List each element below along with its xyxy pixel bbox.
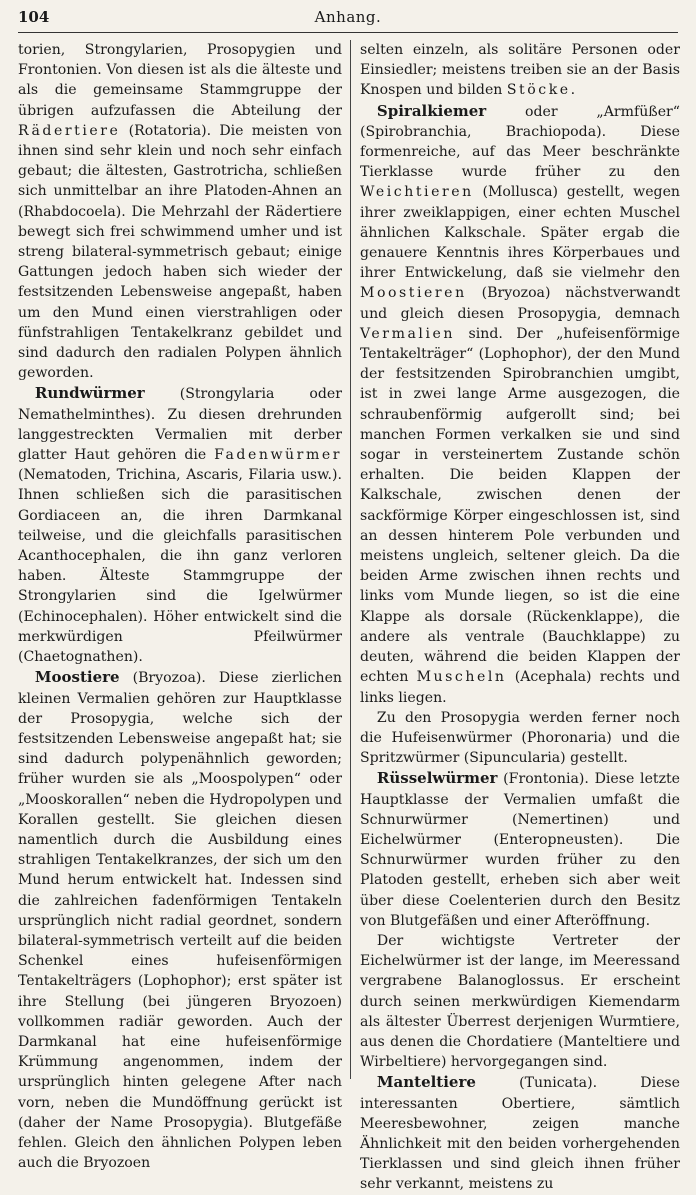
spaced-term: Stöcke	[506, 82, 571, 99]
section-term: Moostiere	[34, 668, 120, 687]
text-run: (Rotatoria). Die meisten von ihnen sind sehr klein und noch sehr einfach gebaut; die ältesten, Gastrotricha, schließen sich unmittelbar an ihre Platoden-Ahnen an (Rhabdocoela). Die Mehrzahl der Rädertiere bewegt sich frei schwimmend umher und ist streng bilateral-symmetrisch gebaut; einige Gattungen jedoch haben sich wieder der festsitzenden Lebensweise angepaßt, haben um den Mund einen vierstrahligen oder fünfstrahligen Tentakelkranz gebildet und sind dadurch den radialen Polypen ähnlich geworden.	[18, 122, 342, 382]
page-header	[18, 8, 678, 30]
spaced-term: Muscheln	[416, 669, 507, 686]
text-run: .	[570, 82, 576, 99]
paragraph-ruesselwuermer	[360, 768, 680, 931]
spaced-term: Vermalien	[360, 325, 456, 342]
text-run: (Acephala) rechts und links liegen.	[360, 669, 680, 706]
paragraph-spiralkiemer	[360, 101, 680, 708]
paragraph-moostiere	[18, 667, 342, 1173]
spaced-term: Rädertiere	[18, 122, 121, 139]
text-run: sind. Der „hufeisenförmige Tentakelträger“ (Lophophor), der den Mund der festsitzenden Spirobranchien umgibt, ist in zwei lange Arme ausgezogen, die schraubenförmig aufgerollt sind; bei manchen Formen verkalken sie und sind sogar in versteinertem Zustande schön erhalten. Die beiden Klappen der Kalkschale, zwischen denen der sackförmige Körper eingeschlossen ist, sind an dessen hinterem Pole verbunden und meistens ungleich, seltener gleich. Da die beiden Arme zwischen ihnen rechts und links vom Munde liegen, so ist die eine Klappe als dorsale (Rückenklappe), die andere als ventrale (Bauchklappe) zu deuten, während die beiden Klappen der echten	[360, 325, 680, 686]
running-head: Anhang.	[314, 8, 382, 26]
paragraph-eichelwuermer	[360, 931, 680, 1072]
paragraph-raedertiere	[18, 40, 342, 383]
text-run: (Tunicata). Diese interessanten Obertiere, sämtlich Meeresbewohner, zeigen manche Ähnlichkeit mit den beiden vorhergehenden Tierklassen und sind gleich ihnen früher sehr verkannt, meistens zu	[360, 1075, 680, 1193]
section-term: Spiralkiemer	[376, 101, 487, 120]
text-run: Zu den Prosopygia werden ferner noch die Hufeisenwürmer (Phoronaria) und die Spritzwürmer (Sipuncularia) gestellt.	[360, 709, 680, 767]
paragraph-prosopygia	[360, 708, 680, 769]
column-divider	[350, 40, 351, 1079]
paragraph-rundwuermer	[18, 383, 342, 667]
section-term: Rüsselwürmer	[376, 769, 498, 788]
text-run: (Strongylaria oder Nemathelminthes). Zu diesen drehrunden langgestreckten Vermalien mit derber glatter Haut gehören die	[18, 386, 342, 464]
left-column	[18, 40, 342, 1172]
paragraph-manteltiere	[360, 1072, 680, 1194]
text-run: (Bryozoa). Diese zierlichen kleinen Vermalien gehören zur Hauptklasse der Prosopygia, welche sich der festsitzenden Lebensweise angepaßt hat; sie sind dadurch polypenähnlich geworden; früher wurden sie als „Moospolypen“ oder „Mooskorallen“ neben die Hydropolypen und Korallen gestellt. Sie gleichen diesen namentlich durch die Ausbildung eines strahligen Tentakelkranzes, der sich um den Mund herum entwickelt hat. Indessen sind die zahlreichen fadenförmigen Tentakeln ursprünglich nicht radial geordnet, sondern bilateral-symmetrisch verteilt auf die beiden Schenkel eines hufeisenförmigen Tentakelträgers (Lophophor); erst später ist ihre Stellung (bei jüngeren Bryozoen) vollkommen radiär geworden. Auch der Darmkanal hat eine hufeisenförmige Krümmung angenommen, indem der ursprünglich hinten gelegene After nach vorn, neben die Mundöffnung gerückt ist (daher der Name Prosopygia). Blutgefäße fehlen. Gleich den ähnlichen Polypen leben auch die Bryozoen	[18, 670, 342, 1172]
paragraph-continuation	[360, 40, 680, 101]
text-run: selten einzeln, als solitäre Personen oder Einsiedler; meistens treiben sie an der Basis Knospen und bilden	[360, 42, 680, 99]
spaced-term: Fadenwürmer	[214, 447, 342, 464]
text-run: oder „Armfüßer“ (Spirobranchia, Brachiopoda). Diese formenreiche, auf das Meer beschränkte Tierklasse wurde früher zu den	[360, 103, 680, 181]
right-column	[360, 40, 680, 1193]
section-term: Rundwürmer	[34, 384, 145, 403]
section-term: Manteltiere	[376, 1073, 476, 1092]
text-run: (Nematoden, Trichina, Ascaris, Filaria usw.). Ihnen schließen sich die parasitischen Gordiaceen an, die ihren Darmkanal teilweise, und die gleichfalls parasitischen Acanthocephalen, die ihn ganz verloren haben. Älteste Stammgruppe der Strongylarien sind die Igelwürmer (Echinocephalen). Höher entwickelt sind die merkwürdigen Pfeilwürmer (Chaetognathen).	[18, 467, 342, 666]
text-run: (Mollusca) gestellt, wegen ihrer zweiklappigen, einer echten Muschel ähnlichen Kalkschale. Später ergab die genauere Kenntnis ihres Körperbaues und ihrer Entwickelung, daß sie vielmehr den	[360, 184, 680, 282]
text-run: Der wichtigste Vertreter der Eichelwürmer ist der lange, im Meeressand vergrabene Balanoglossus. Er erscheint durch seinen merkwürdigen Kiemendarm als ältester Überrest derjenigen Wurmtiere, aus denen die Chordatiere (Manteltiere und Wirbeltiere) hervorgegangen sind.	[360, 932, 680, 1071]
spaced-term: Moostieren	[360, 285, 467, 302]
text-run: torien, Strongylarien, Prosopygien und Frontonien. Von diesen ist als die älteste und als die gemeinsame Stammgruppe der übrigen aufzufassen die Abteilung der	[18, 42, 342, 119]
header-rule	[18, 32, 678, 33]
text-run: (Frontonia). Diese letzte Hauptklasse der Vermalien umfaßt die Schnurwürmer (Nemertinen) und Eichelwürmer (Enteropneusten). Die Schnurwürmer wurden früher zu den Platoden gestellt, erheben sich aber weit über diese Coelenterien durch den Besitz von Blutgefäßen und einer Afteröffnung.	[360, 771, 680, 929]
page-number: 104	[18, 8, 50, 26]
text-run: (Bryozoa) nächstverwandt und gleich diesen Prosopygia, demnach	[360, 285, 680, 322]
spaced-term: Weichtieren	[360, 184, 474, 201]
